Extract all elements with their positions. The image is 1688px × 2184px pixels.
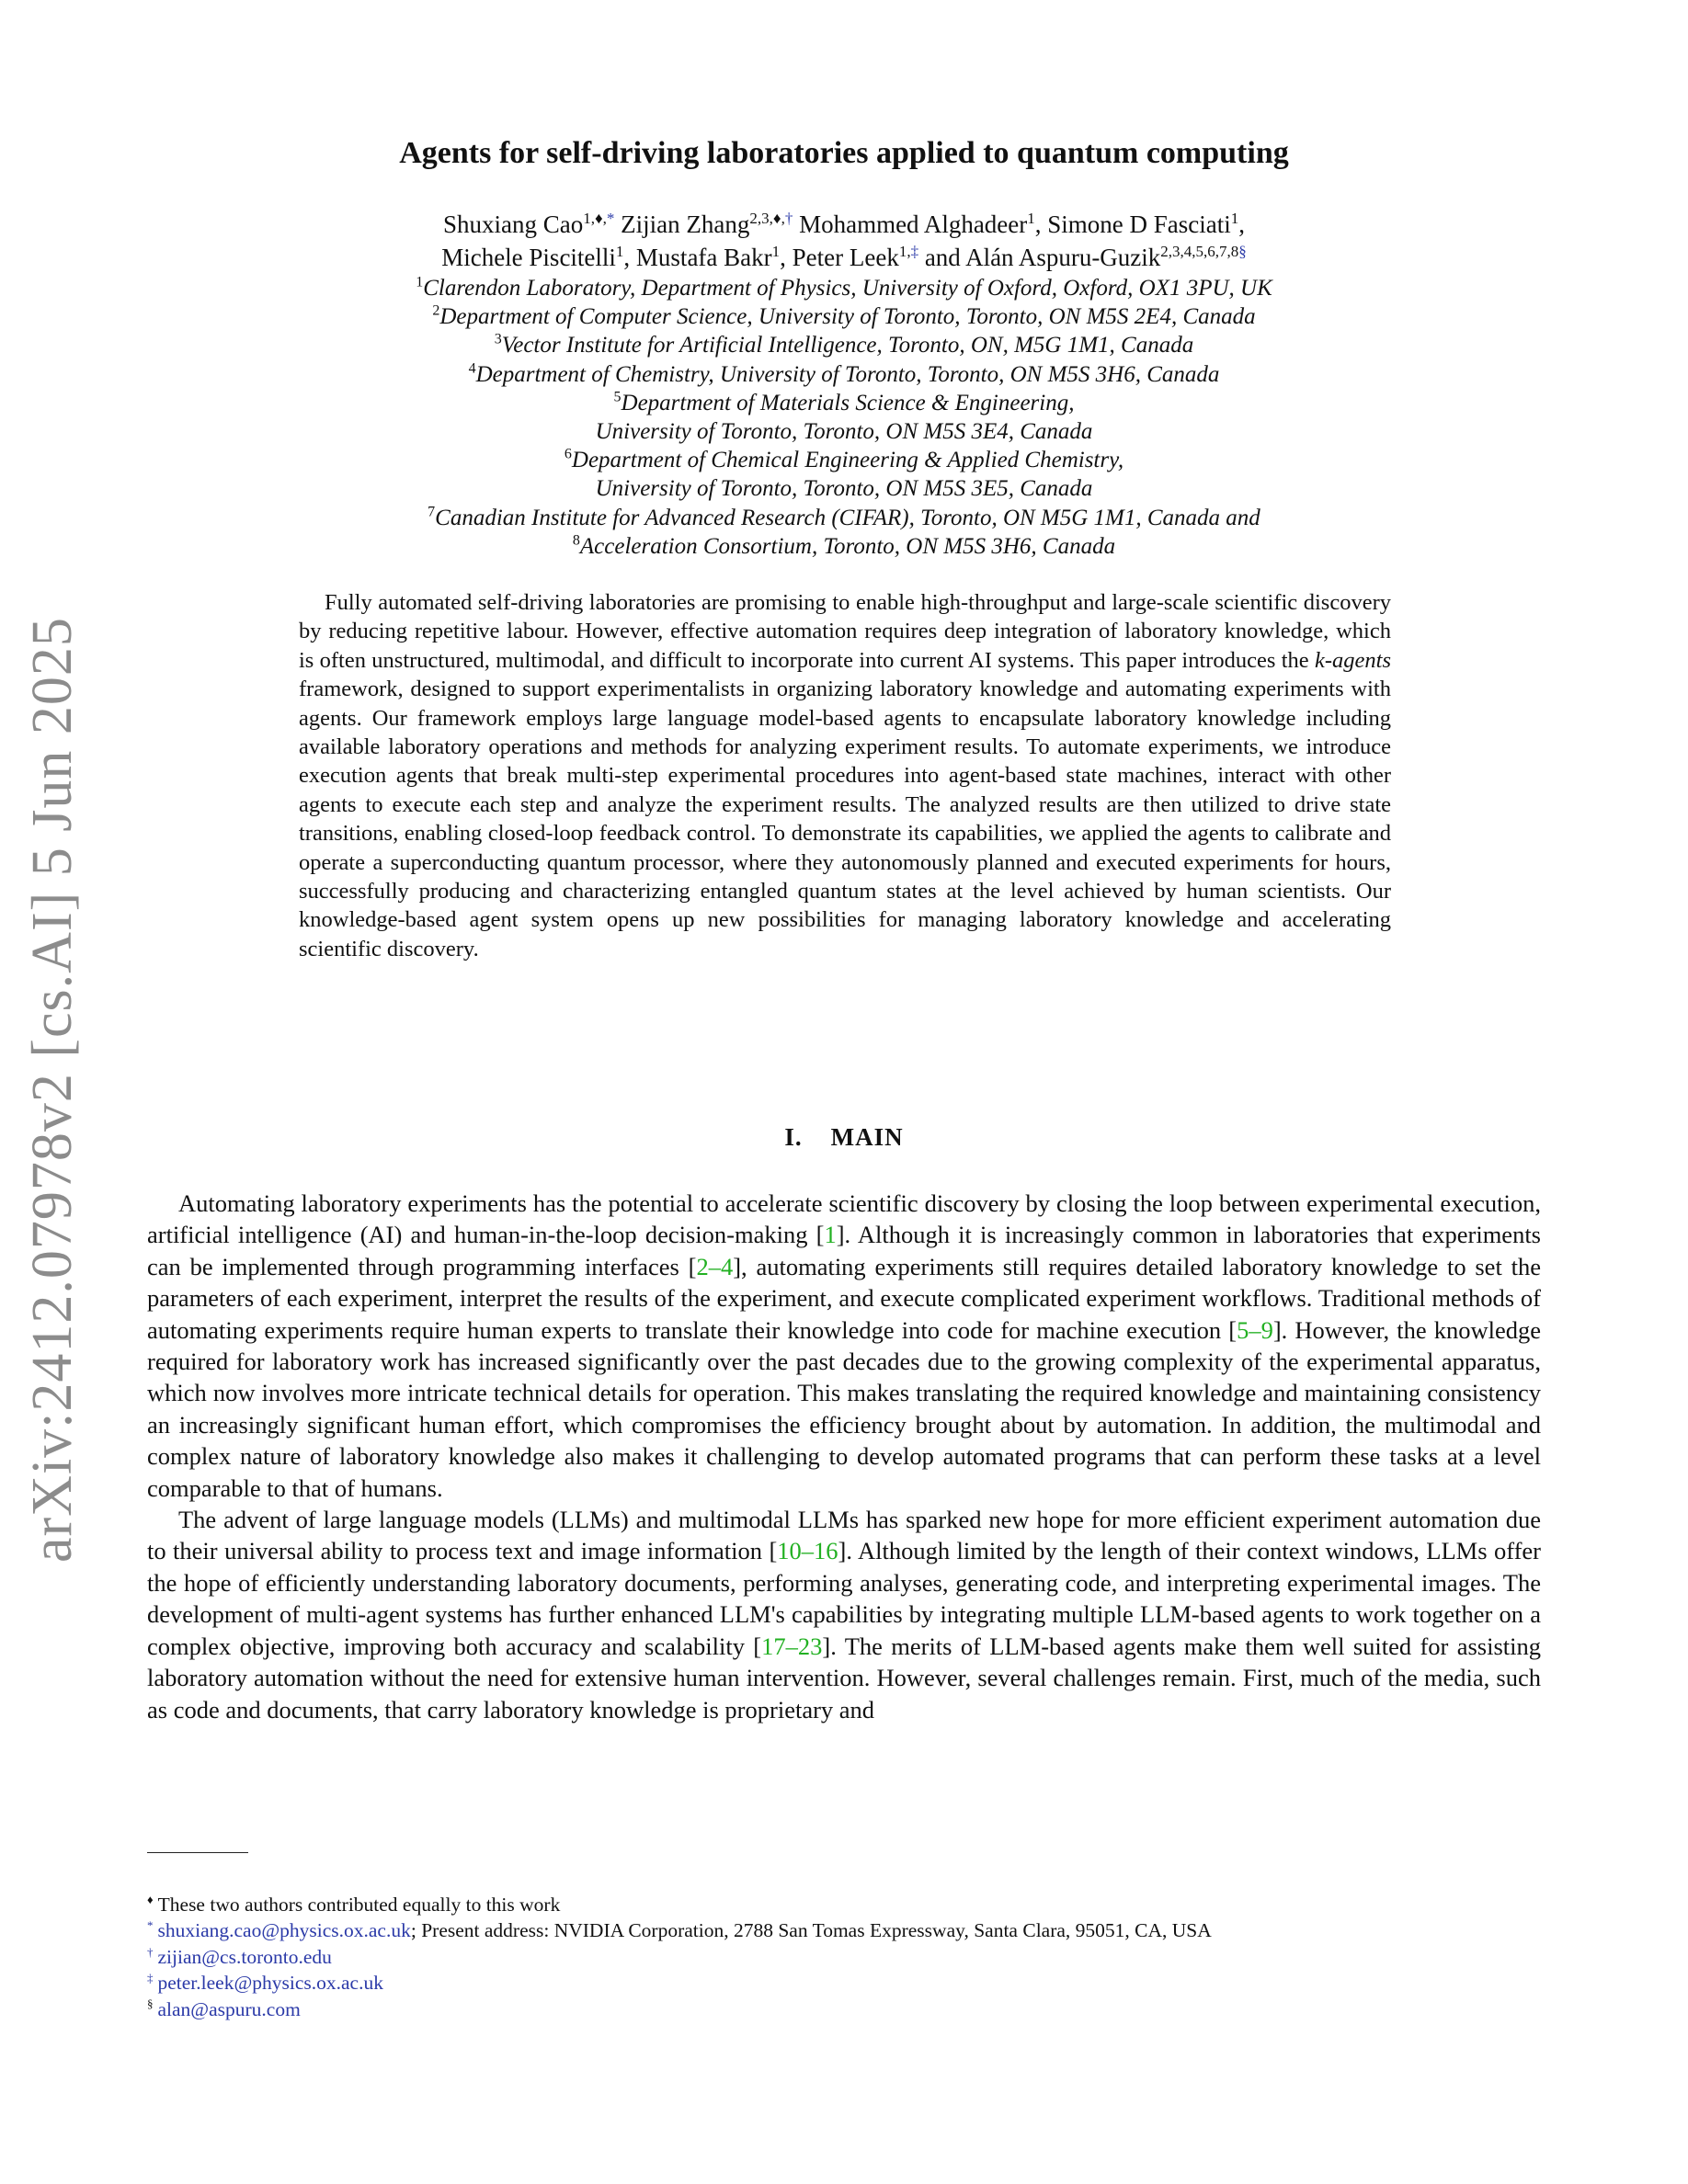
author-affiliation-marker: 1,♦,	[583, 210, 607, 227]
affiliation-line: $^8$Acceleration Consortium, Toronto, ON M5S 3H6, Canada	[572, 532, 1116, 559]
author-footnote-link[interactable]: ‡	[910, 243, 919, 260]
author-affiliation-marker: 2,3,4,5,6,7,8	[1160, 243, 1239, 260]
affiliation-line: $^7$Canadian Institute for Advanced Research (CIFAR), Toronto, ON M5G 1M1, Canada and	[428, 504, 1260, 530]
affiliation-list	[147, 274, 1541, 561]
footnote: † zijian@cs.toronto.edu	[147, 1944, 332, 1968]
paragraph: Automating laboratory experiments has the potential to accelerate scientific discovery by closing the loop between experimental execution, artificial intelligence (AI) and human-in-the-loop decision-making [1]. Although it is increasingly common in laboratories that experiments can be implemented through programming interfaces [2–4], automating experiments still requires detailed laboratory knowledge to set the parameters of each experiment, interpret the results of the experiment, and execute complicated experiment workflows. Traditional methods of automating experiments require human experts to translate their knowledge into code for machine execution [5–9]. However, the knowledge required for laboratory work has increased significantly over the past decades due to the growing complexity of the experimental apparatus, which now involves more intricate technical details for operation. This makes translating the required knowledge and maintaining consistency an increasingly significant human effort, which compromises the efficiency brought about by automation. In addition, the multimodal and complex nature of laboratory knowledge also makes it challenging to develop automated programs that can perform these tasks at a level comparable to that of humans.	[147, 1189, 1541, 1502]
section-number: I.	[784, 1123, 803, 1151]
footnote: * shuxiang.cao@physics.ox.ac.uk; Present address: NVIDIA Corporation, 2788 San Tomas Expressway, Santa Clara, 95051, CA, USA	[147, 1918, 1212, 1942]
author-name: Mustafa Bakr	[635, 244, 772, 271]
citation-link[interactable]: 10–16	[777, 1537, 838, 1565]
citation-link[interactable]: 5–9	[1237, 1315, 1273, 1344]
footnote: ‡ peter.leek@physics.ox.ac.uk	[147, 1971, 383, 1995]
affiliation-line: $^3$Vector Institute for Artificial Intelligence, Toronto, ON, M5G 1M1, Canada	[494, 332, 1194, 358]
author-list: Shuxiang Cao$^{1,♦,*}$ Zijian Zhang$^{2,3,♦,\dagger}$ Mohammed Alghadeer$^1$, Simone D Fasciati$^1$, Michele Piscitelli$^1$, Mustafa Bakr$^1$, Peter Leek$^{1,\ddagger}$ and Alán Aspuru-Guzik$^{2,3,4,5,6,7,8\S}$	[441, 210, 1247, 271]
author-affiliation-marker: 1,	[898, 243, 911, 260]
section-title: MAIN	[830, 1123, 904, 1151]
author-footnote-link[interactable]: §	[1238, 243, 1247, 260]
body-text	[147, 1188, 1541, 1725]
author-footnote-link[interactable]: †	[784, 210, 793, 227]
abstract: Fully automated self-driving laboratories are promising to enable high-throughput and large-scale scientific discovery by reducing repetitive labour. However, effective automation requires deep integration of laboratory knowledge, which is often unstructured, multimodal, and difficult to incorporate into current AI systems. This paper introduces the k-agents framework, designed to support experimentalists in organizing laboratory knowledge and automating experiments with agents. Our framework employs large language model-based agents to encapsulate laboratory knowledge including available laboratory operations and methods for analyzing experiment results. To automate experiments, we introduce execution agents that break multi-step experimental procedures into agent-based state machines, interact with other agents to execute each step and analyze the experiment results. The analyzed results are then utilized to drive state transitions, enabling closed-loop feedback control. To demonstrate its capabilities, we applied the agents to calibrate and operate a superconducting quantum processor, where they autonomously planned and executed experiments for hours, successfully producing and characterizing entangled quantum states at the level achieved by human scientists. Our knowledge-based agent system opens up new possibilities for managing laboratory knowledge and accelerating scientific discovery.	[299, 590, 1391, 961]
citation-link[interactable]: 2–4	[696, 1252, 734, 1280]
author-name: Peter Leek	[792, 244, 899, 271]
author-affiliation-marker: 1	[1230, 210, 1239, 227]
paragraph: The advent of large language models (LLMs) and multimodal LLMs has sparked new hope for more efficient experiment automation due to their universal ability to process text and image information [10–16]. Although limited by the length of their context windows, LLMs offer the hope of efficiently understanding laboratory documents, performing analyses, generating code, and interpreting experimental images. The development of multi-agent systems has further enhanced LLM's capabilities by integrating multiple LLM-based agents to work together on a complex objective, improving both accuracy and scalability [17–23]. The merits of LLM-based agents make them well suited for assisting laboratory automation without the need for extensive human intervention. However, several challenges remain. First, much of the media, such as code and documents, that carry laboratory knowledge is proprietary and	[147, 1506, 1542, 1723]
framework-name: k-agents	[1315, 647, 1391, 673]
affiliation-line: $^4$Department of Chemistry, University of Toronto, Toronto, ON M5S 3H6, Canada	[468, 360, 1220, 387]
email-link[interactable]: peter.leek@physics.ox.ac.uk	[157, 1972, 383, 1995]
footnotes	[147, 1892, 1541, 2022]
footnote-separator	[147, 1852, 248, 1853]
affiliation-line: $^1$Clarendon Laboratory, Department of Physics, University of Oxford, Oxford, OX1 3PU, UK	[416, 274, 1272, 301]
email-link[interactable]: zijian@cs.toronto.edu	[157, 1945, 332, 1968]
citation-link[interactable]: 1	[824, 1221, 837, 1249]
affiliation-line: $^2$Department of Computer Science, University of Toronto, Toronto, ON M5S 2E4, Canada	[432, 302, 1256, 330]
affiliation-line: University of Toronto, Toronto, ON M5S 3E5, Canada	[595, 476, 1093, 502]
email-link[interactable]: alan@aspuru.com	[157, 1997, 301, 2020]
author-affiliation-marker: 1	[615, 243, 624, 260]
affiliation-line: University of Toronto, Toronto, ON M5S 3E4, Canada	[595, 419, 1093, 445]
footnote: ♦ These two authors contributed equally to this work	[147, 1892, 561, 1916]
author-conjunction: and	[924, 244, 961, 271]
author-name: Simone D Fasciati	[1047, 210, 1231, 238]
author-name: Mohammed Alghadeer	[799, 210, 1028, 238]
author-name: Alán Aspuru-Guzik	[965, 244, 1161, 271]
author-footnote-link[interactable]: *	[606, 210, 615, 227]
email-link[interactable]: shuxiang.cao@physics.ox.ac.uk	[157, 1919, 411, 1942]
author-name: Zijian Zhang	[621, 210, 750, 238]
affiliation-line: $^5$Department of Materials Science & Engineering,	[613, 389, 1075, 415]
section-heading	[147, 1123, 1541, 1152]
author-affiliation-marker: 1	[771, 243, 781, 260]
arxiv-identifier-stamp: arXiv:2412.07978v2 [cs.AI] 5 Jun 2025	[21, 617, 84, 1563]
footnote: § alan@aspuru.com	[147, 1996, 301, 2020]
citation-link[interactable]: 17–23	[761, 1632, 823, 1660]
author-name: Shuxiang Cao	[442, 210, 584, 238]
author-name: Michele Piscitelli	[441, 244, 616, 271]
author-affiliation-marker: 2,3,♦,	[749, 210, 785, 227]
author-affiliation-marker: 1	[1027, 210, 1035, 227]
affiliation-line: $^6$Department of Chemical Engineering & Applied Chemistry,	[564, 446, 1124, 473]
paper-title: Agents for self-driving laboratories applied to quantum computing	[399, 136, 1289, 170]
